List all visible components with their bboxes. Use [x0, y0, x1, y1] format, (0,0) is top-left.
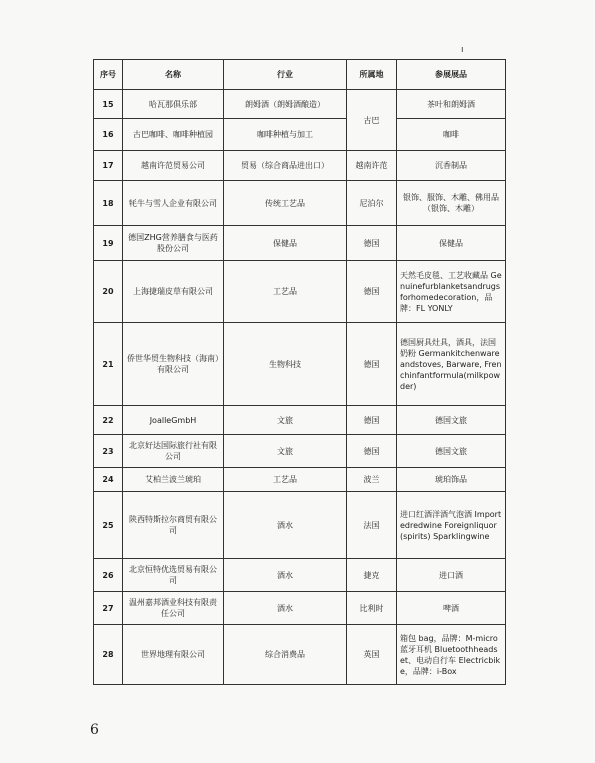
row-no: 28	[94, 625, 123, 685]
row-products: 沉香制品	[397, 151, 506, 181]
table-row	[94, 592, 506, 625]
row-industry: 酒水	[224, 492, 347, 559]
row-industry: 文旅	[224, 406, 347, 435]
row-name: 古巴咖啡、咖啡种植园	[123, 119, 224, 151]
row-name: 上海捷瑞皮草有限公司	[123, 261, 224, 323]
row-location: 尼泊尔	[347, 181, 397, 226]
row-no: 16	[94, 119, 123, 151]
row-location: 捷克	[347, 559, 397, 592]
row-location: 越南许范	[347, 151, 397, 181]
row-industry: 贸易（综合商品进出口）	[224, 151, 347, 181]
exhibitor-table	[93, 59, 506, 685]
row-industry: 朗姆酒（朗姆酒酿造）	[224, 90, 347, 119]
row-industry: 保健品	[224, 226, 347, 261]
row-no: 22	[94, 406, 123, 435]
row-products: 德国文旅	[397, 406, 506, 435]
table-row	[94, 435, 506, 468]
table-row	[94, 90, 506, 119]
header-industry: 行业	[224, 60, 347, 90]
row-location: 英国	[347, 625, 397, 685]
row-products: 银饰、服饰、木雕、佛用品（银饰、木雕）	[397, 181, 506, 226]
row-name: 德国ZHG营养膳食与医药股份公司	[123, 226, 224, 261]
row-no: 27	[94, 592, 123, 625]
table-row	[94, 323, 506, 406]
header-location: 所属地	[347, 60, 397, 90]
row-products: 咖啡	[397, 119, 506, 151]
table-row	[94, 559, 506, 592]
row-products: 箱包 bag，品牌：M-micro 蓝牙耳机 Bluetoothheadset、电动自行车 Electricbike，品牌：i-Box	[397, 625, 506, 685]
row-no: 17	[94, 151, 123, 181]
header-no: 序号	[94, 60, 123, 90]
row-name: 北京好达国际旅行社有限公司	[123, 435, 224, 468]
header-name: 名称	[123, 60, 224, 90]
row-products: 进口酒	[397, 559, 506, 592]
row-name: JoalleGmbH	[123, 406, 224, 435]
row-location: 德国	[347, 226, 397, 261]
row-industry: 酒水	[224, 592, 347, 625]
row-industry: 综合消费品	[224, 625, 347, 685]
row-location: 古巴	[347, 90, 397, 151]
row-name: 艾柏兰波兰琥珀	[123, 468, 224, 492]
row-products: 保健品	[397, 226, 506, 261]
table-row	[94, 492, 506, 559]
row-location: 比利时	[347, 592, 397, 625]
row-location: 波兰	[347, 468, 397, 492]
row-products: 天然毛皮毯、工艺收藏品 Genuinefurblanketsandrugsforhomedecoration，品牌：FL YONLY	[397, 261, 506, 323]
row-name: 侨世华贸生物科技（海南）有限公司	[123, 323, 224, 406]
row-industry: 工艺品	[224, 261, 347, 323]
table-row	[94, 261, 506, 323]
table-row	[94, 181, 506, 226]
table-row	[94, 151, 506, 181]
row-location: 德国	[347, 406, 397, 435]
row-name: 哈瓦那俱乐部	[123, 90, 224, 119]
row-no: 18	[94, 181, 123, 226]
row-products: 啤酒	[397, 592, 506, 625]
table-row	[94, 226, 506, 261]
row-name: 世界地理有限公司	[123, 625, 224, 685]
row-name: 牦牛与雪人企业有限公司	[123, 181, 224, 226]
pen-mark: ı	[461, 45, 464, 55]
row-no: 26	[94, 559, 123, 592]
row-name: 温州嘉邦酒业科技有限责任公司	[123, 592, 224, 625]
row-no: 25	[94, 492, 123, 559]
row-industry: 工艺品	[224, 468, 347, 492]
row-no: 23	[94, 435, 123, 468]
row-no: 19	[94, 226, 123, 261]
row-no: 15	[94, 90, 123, 119]
row-location: 德国	[347, 261, 397, 323]
page-number: 6	[90, 722, 99, 738]
table-header-row	[94, 60, 506, 90]
table-row	[94, 625, 506, 685]
table-row	[94, 119, 506, 151]
table-row	[94, 468, 506, 492]
row-products: 进口红酒洋酒气泡酒 Importedredwine Foreignliquor(spirits) Sparklingwine	[397, 492, 506, 559]
table-row	[94, 406, 506, 435]
row-industry: 咖啡种植与加工	[224, 119, 347, 151]
row-industry: 酒水	[224, 559, 347, 592]
row-name: 陕西特斯拉尔商贸有限公司	[123, 492, 224, 559]
row-location: 德国	[347, 323, 397, 406]
header-products: 参展展品	[397, 60, 506, 90]
row-location: 德国	[347, 435, 397, 468]
row-products: 茶叶和朗姆酒	[397, 90, 506, 119]
row-industry: 传统工艺品	[224, 181, 347, 226]
row-no: 20	[94, 261, 123, 323]
row-industry: 文旅	[224, 435, 347, 468]
row-products: 德国厨具灶具，酒具，法国奶粉 Germankitchenwareandstoves, Barware, Frenchinfantformula(milkpowder)	[397, 323, 506, 406]
row-name: 北京恒特优选贸易有限公司	[123, 559, 224, 592]
row-industry: 生物科技	[224, 323, 347, 406]
row-location: 法国	[347, 492, 397, 559]
row-name: 越南许范贸易公司	[123, 151, 224, 181]
row-no: 21	[94, 323, 123, 406]
row-products: 德国文旅	[397, 435, 506, 468]
row-no: 24	[94, 468, 123, 492]
row-products: 琥珀饰品	[397, 468, 506, 492]
